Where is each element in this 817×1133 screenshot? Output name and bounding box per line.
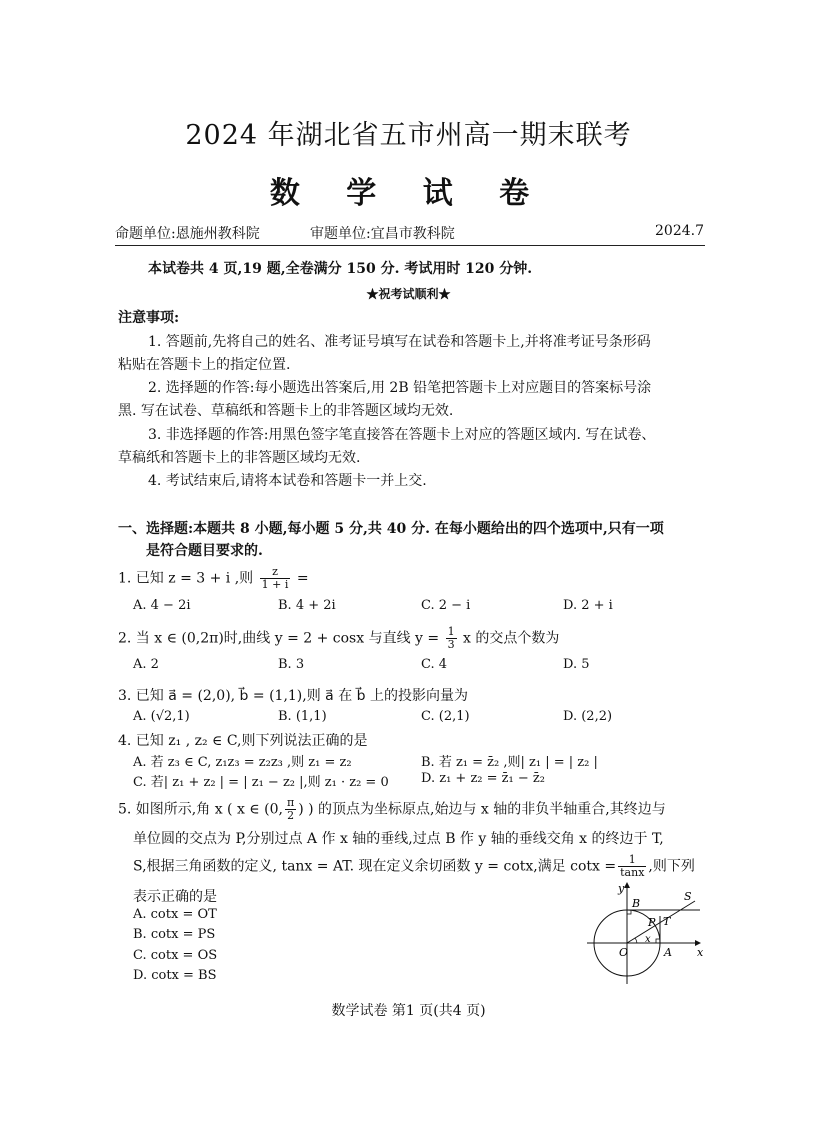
q5-fraction-pi xyxy=(285,797,296,822)
author-unit: 命题单位:恩施州教科院 xyxy=(115,226,260,242)
q1-suffix: = xyxy=(296,570,309,587)
note-line: 4. 考试结束后,请将本试卷和答题卡一并上交. xyxy=(148,473,427,489)
q5-fraction-cot xyxy=(618,854,646,879)
q1-frac-den: 1 + i xyxy=(261,578,289,591)
q2-option-c: C. 4 xyxy=(421,657,448,672)
label-b: B xyxy=(632,897,641,910)
q1-option-c: C. 2 − i xyxy=(421,598,471,613)
note-line: 草稿纸和答题卡上的非答题区域均无效. xyxy=(118,450,361,466)
q5-line3-prefix: S,根据三角函数的定义, tanx = AT. 现在定义余切函数 y = cotx,满足 cotx = xyxy=(133,858,617,875)
q4-option-b: B. 若 z₁ = z̄₂ ,则| z₁ | = | z₂ | xyxy=(421,755,598,770)
label-y: y xyxy=(618,882,625,895)
y-axis-arrow xyxy=(624,882,630,888)
angle-arc xyxy=(635,938,637,943)
q4-option-d: D. z₁ + z₂ = z̄₁ − z̄₂ xyxy=(421,771,545,786)
q3-option-b: B. (1,1) xyxy=(278,709,327,724)
q5-option-b: B. cotx = PS xyxy=(133,927,216,942)
q2-prefix: 2. 当 x ∈ (0,2π)时,曲线 y = 2 + cosx 与直线 y = xyxy=(118,630,440,647)
section-heading-cont: 是符合题目要求的. xyxy=(146,543,263,559)
label-s: S xyxy=(684,890,692,903)
q3-option-d: D. (2,2) xyxy=(563,709,613,724)
q1-option-b: B. 4 + 2i xyxy=(278,598,336,613)
question-3-stem: 3. 已知 a⃗ = (2,0), b⃗ = (1,1),则 a⃗ 在 b⃗ 上的投影向量为 xyxy=(118,688,468,704)
label-angle: x xyxy=(645,934,651,945)
good-luck-banner: ★祝考试顺利★ xyxy=(366,287,451,301)
question-5-stem-line3 xyxy=(133,854,695,879)
q3-option-c: C. (2,1) xyxy=(421,709,470,724)
q2-frac-den: 3 xyxy=(447,638,455,651)
section-heading: 一、选择题:本题共 8 小题,每小题 5 分,共 40 分. 在每小题给出的四个选项中,只有一项 xyxy=(118,521,664,537)
question-5-stem-line4: 表示正确的是 xyxy=(133,889,217,905)
question-2-stem xyxy=(118,626,559,651)
q1-frac-num: z xyxy=(260,566,291,579)
label-p: P xyxy=(648,916,656,929)
q4-option-c: C. 若| z₁ + z₂ | = | z₁ − z₂ |,则 z₁ · z₂ = 0 xyxy=(133,775,389,790)
question-5-stem-line2: 单位圆的交点为 P,分别过点 A 作 x 轴的垂线,过点 B 作 y 轴的垂线交角 x 的终边于 T, xyxy=(133,831,664,847)
q2-suffix: x 的交点个数为 xyxy=(463,630,560,647)
header-rule xyxy=(115,245,705,246)
exam-subtitle: 数 学 试 卷 xyxy=(269,176,548,211)
q4-option-a: A. 若 z₃ ∈ C, z₁z₃ = z₂z₃ ,则 z₁ = z₂ xyxy=(133,755,352,770)
label-x-axis: x xyxy=(697,946,704,959)
question-4-stem: 4. 已知 z₁ , z₂ ∈ C,则下列说法正确的是 xyxy=(118,733,368,749)
exam-date: 2024.7 xyxy=(655,223,704,239)
note-line: 粘贴在答题卡上的指定位置. xyxy=(118,357,291,373)
note-line: 黑. 写在试卷、草稿纸和答题卡上的非答题区域均无效. xyxy=(118,403,454,419)
q3-option-a: A. (√2,1) xyxy=(133,709,190,724)
unit-circle-figure xyxy=(585,880,705,990)
q5-line1-prefix: 5. 如图所示,角 x ( x ∈ (0, xyxy=(118,801,283,818)
q2-option-a: A. 2 xyxy=(133,657,159,672)
q1-fraction xyxy=(260,566,291,591)
question-5-stem-line1 xyxy=(118,797,666,822)
page-footer: 数学试卷 第1 页(共4 页) xyxy=(331,1003,486,1019)
q2-frac-num: 1 xyxy=(447,625,455,638)
q5-option-d: D. cotx = BS xyxy=(133,968,217,983)
label-t: T xyxy=(663,915,671,928)
q5-frac-num: π xyxy=(286,796,295,809)
q2-option-b: B. 3 xyxy=(278,657,305,672)
q5-option-a: A. cotx = OT xyxy=(133,907,217,922)
q5-frac-num: 1 xyxy=(618,854,646,867)
q1-prefix: 1. 已知 z = 3 + i ,则 xyxy=(118,570,254,587)
q2-fraction xyxy=(446,626,457,651)
exam-title: 2024 年湖北省五市州高一期末联考 xyxy=(185,120,632,151)
q2-option-d: D. 5 xyxy=(563,657,590,672)
label-a: A xyxy=(664,946,672,959)
exam-summary: 本试卷共 4 页,19 题,全卷满分 150 分. 考试用时 120 分钟. xyxy=(148,261,533,277)
question-1-stem xyxy=(118,566,309,591)
q1-option-a: A. 4 − 2i xyxy=(133,598,191,613)
note-line: 3. 非选择题的作答:用黑色签字笔直接答在答题卡上对应的答题区域内. 写在试卷、 xyxy=(148,427,656,443)
q5-option-c: C. cotx = OS xyxy=(133,948,218,963)
notes-title: 注意事项: xyxy=(118,310,180,326)
q1-option-d: D. 2 + i xyxy=(563,598,613,613)
label-o: O xyxy=(619,946,629,959)
note-line: 1. 答题前,先将自己的姓名、准考证号填写在试卷和答题卡上,并将准考证号条形码 xyxy=(148,334,651,350)
q5-line3-suffix: ,则下列 xyxy=(648,858,695,875)
q5-line1-suffix: ) ) 的顶点为坐标原点,始边与 x 轴的非负半轴重合,其终边与 xyxy=(298,801,666,818)
q5-frac-den: 2 xyxy=(287,809,295,822)
review-unit: 审题单位:宜昌市教科院 xyxy=(310,226,455,242)
note-line: 2. 选择题的作答:每小题选出答案后,用 2B 铅笔把答题卡上对应题目的答案标号涂 xyxy=(148,380,652,396)
q5-frac-den: tanx xyxy=(620,866,645,879)
